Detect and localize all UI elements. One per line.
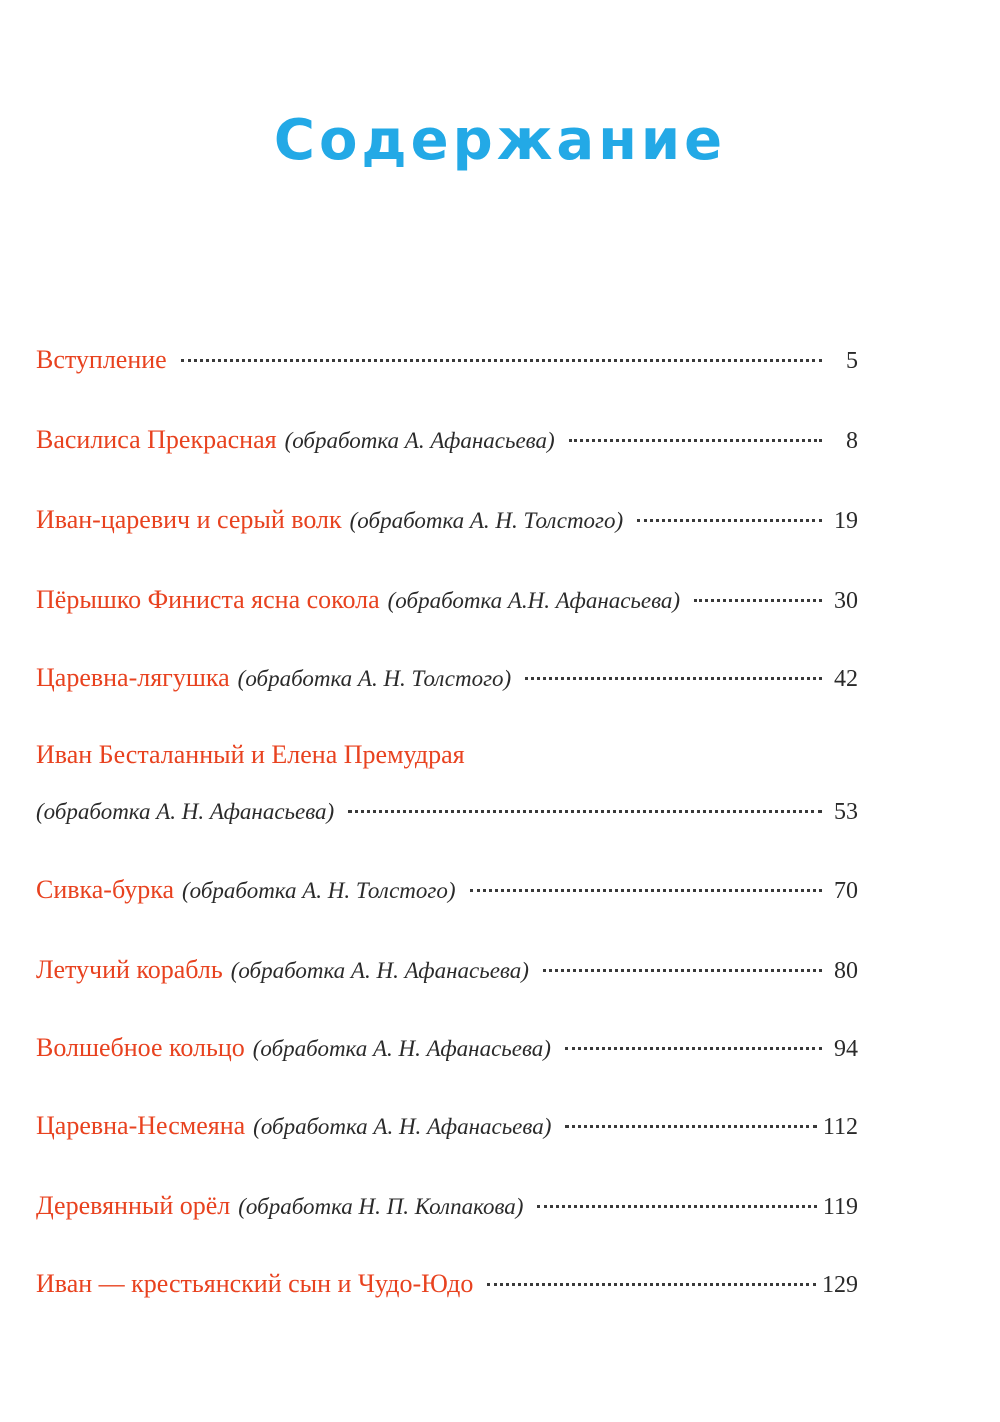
toc-entry-note: (обработка А. Н. Толстого)	[182, 878, 456, 903]
toc-entry-note: (обработка А. Афанасьева)	[284, 428, 555, 453]
toc-entry-page: 129	[822, 1272, 858, 1298]
toc-entry-page: 70	[834, 878, 858, 904]
toc-entry[interactable]	[36, 1186, 858, 1226]
dot-leader	[525, 677, 822, 680]
toc-entry-note: (обработка А. Н. Афанасьева)	[252, 1036, 551, 1061]
dot-leader	[348, 810, 822, 813]
toc-entry[interactable]	[36, 792, 858, 832]
toc-entry-title: Волшебное кольцо	[36, 1033, 245, 1062]
toc-entry-title: Сивка-бурка	[36, 875, 174, 904]
toc-entry-page: 119	[822, 1194, 858, 1220]
toc-entry-title: Иван — крестьянский сын и Чудо-Юдо	[36, 1269, 474, 1298]
toc-entry-page: 112	[822, 1114, 858, 1140]
toc-entry-page: 80	[834, 958, 858, 984]
toc-entry-title: Иван-царевич и серый волк	[36, 505, 342, 534]
toc-entry[interactable]	[36, 658, 858, 698]
dot-leader	[565, 1047, 822, 1050]
toc-entry[interactable]	[36, 950, 858, 990]
toc-entry-title: Вступление	[36, 345, 167, 374]
page-title: Содержание	[273, 108, 727, 173]
toc-entry-title: Царевна-лягушка	[36, 663, 230, 692]
toc-entry[interactable]	[36, 1028, 858, 1068]
dot-leader	[181, 359, 822, 362]
toc-entry-page: 53	[834, 799, 858, 825]
toc-entry-title: Царевна-Несмеяна	[36, 1111, 246, 1140]
dot-leader	[537, 1205, 816, 1208]
toc-entry-note: (обработка А. Н. Афанасьева)	[253, 1114, 552, 1139]
dot-leader	[470, 889, 822, 892]
toc-entry-title: Летучий корабль	[36, 955, 223, 984]
toc-entry-title[interactable]: Иван Бесталанный и Елена Премудрая	[36, 740, 465, 769]
dot-leader	[569, 439, 822, 442]
toc-entry-page: 5	[846, 348, 858, 374]
toc-entry-title: Василиса Прекрасная	[36, 425, 277, 454]
dot-leader	[565, 1125, 817, 1128]
toc-entry-note: (обработка А. Н. Афанасьева)	[36, 799, 335, 824]
toc-entry[interactable]	[36, 1264, 858, 1304]
toc-entry[interactable]	[36, 420, 858, 460]
toc-entry-page: 30	[834, 588, 858, 614]
dot-leader	[543, 969, 822, 972]
toc-entry-title: Пёрышко Финиста ясна сокола	[36, 585, 380, 614]
toc-entry-note: (обработка А.Н. Афанасьева)	[387, 588, 681, 613]
toc-entry[interactable]	[36, 580, 858, 620]
toc-entry-page: 8	[846, 428, 858, 454]
dot-leader	[637, 519, 822, 522]
toc-entry[interactable]	[36, 500, 858, 540]
toc-entry-page: 42	[834, 666, 858, 692]
dot-leader	[487, 1283, 816, 1286]
toc-entry[interactable]	[36, 340, 858, 380]
dot-leader	[694, 599, 822, 602]
toc-entry-page: 19	[834, 508, 858, 534]
toc-entry-note: (обработка А. Н. Афанасьева)	[230, 958, 529, 983]
toc-entry-note: (обработка Н. П. Колпакова)	[238, 1194, 524, 1219]
toc-entry-note: (обработка А. Н. Толстого)	[237, 666, 512, 691]
toc-entry[interactable]	[36, 1106, 858, 1146]
toc-entry[interactable]	[36, 870, 858, 910]
toc-entry-title: Деревянный орёл	[36, 1191, 231, 1220]
toc-entry-page: 94	[834, 1036, 858, 1062]
toc-entry-note: (обработка А. Н. Толстого)	[349, 508, 624, 533]
